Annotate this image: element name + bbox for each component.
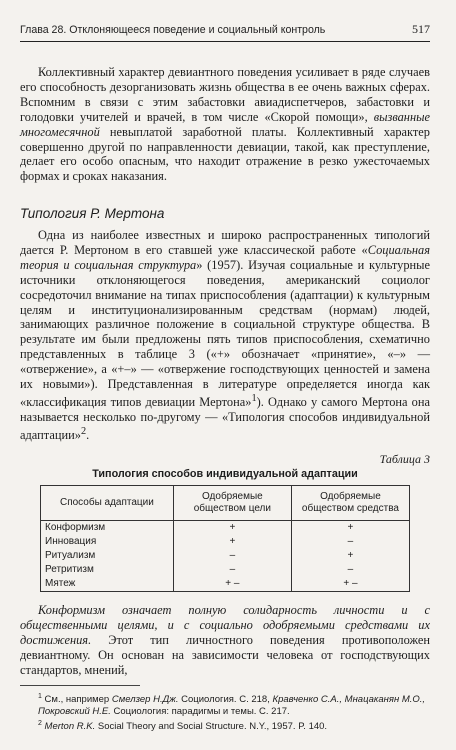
footnote-author: Кравченко С.А., Мнацаканян М.О., Покровский Н.Е. bbox=[38, 694, 426, 718]
section-heading: Типология Р. Мертона bbox=[20, 206, 165, 221]
table-cell: – bbox=[291, 563, 409, 577]
paragraph-text: » (1957). Изучая социальные и культурные источники отклоняющегося поведения, американский социолог сосредоточил внимание на типах приспособления (адаптации) к культурным целям и институционализированным средствам (нормам) людей, занимающих различное положение в социальной структуре общества. В результате им были предложены пять типов приспособления, схематично представленных в таблице 3 («+» обозначает «принятие», «–» — «отвержение», а «+–» — «отвержение господствующих ценностей и замена их новыми»). Представленная в литературе определяется иногда как «классификация типов девиации Мертона» bbox=[20, 257, 431, 410]
table-header: Способы адаптации bbox=[41, 486, 174, 521]
footnote-text: Социология. С. 218, bbox=[181, 694, 270, 706]
footnote-rule bbox=[20, 685, 140, 686]
running-head bbox=[20, 22, 430, 37]
footnote-2 bbox=[20, 718, 430, 733]
footnote-ref-1[interactable]: 1 bbox=[251, 392, 257, 404]
footnote-text: Социология: парадигмы и темы. С. 217. bbox=[113, 706, 290, 718]
paragraph-merton-typology bbox=[20, 228, 430, 443]
paragraph-text: Одна из наиболее известных и широко распространенных типологий дается Р. Мертоном в его ставшей уже классической работе « bbox=[20, 228, 430, 257]
table-cell: Мятеж bbox=[41, 577, 174, 592]
table-title: Типология способов индивидуальной адаптации bbox=[92, 468, 358, 480]
page-number: 517 bbox=[412, 22, 430, 36]
footnotes bbox=[20, 691, 430, 733]
footnote-author: Merton R.K. bbox=[44, 721, 96, 733]
footnote-mark: 2 bbox=[38, 720, 42, 728]
table-label: Таблица 3 bbox=[379, 452, 430, 466]
paragraph-text: Коллективный характер девиантного поведения усиливает в ряде случаев его способность дезорганизовать жизнь общества в ее очень важных сферах. Вспомним в связи с этим забастовки авиадиспетчеров, забастовки и голодовки учителей и врачей, в том числе «Скорой помощи», bbox=[20, 65, 430, 124]
table-cell: Ретритизм bbox=[41, 563, 174, 577]
footnote-text: См., например bbox=[44, 694, 110, 706]
table-cell: + bbox=[173, 521, 291, 536]
table-cell: + bbox=[173, 535, 291, 549]
paragraph-collective-deviance bbox=[20, 65, 430, 184]
paragraph-conformism bbox=[20, 603, 430, 678]
table-cell: – bbox=[173, 563, 291, 577]
table-cell: + – bbox=[173, 577, 291, 592]
table-row bbox=[41, 521, 410, 536]
table-cell: Ритуализм bbox=[41, 549, 174, 563]
table-cell: Конформизм bbox=[41, 521, 174, 536]
table-row bbox=[41, 535, 410, 549]
paragraph-text: ). Однако у самого Мертона она называется несколько по-другому — «Типология способов индивидуальной адаптации» bbox=[20, 395, 431, 443]
table-row bbox=[41, 577, 410, 592]
table-cell: – bbox=[173, 549, 291, 563]
table-cell: – bbox=[291, 535, 409, 549]
table-header: Одобряемые обществом цели bbox=[173, 486, 291, 521]
header-rule bbox=[20, 41, 430, 42]
book-title: Социальная теория и социальная структура bbox=[20, 242, 430, 272]
table-cell: Инновация bbox=[41, 535, 174, 549]
chapter-title: Глава 28. Отклоняющееся поведение и социальный контроль bbox=[20, 24, 326, 36]
footnote-mark: 1 bbox=[38, 693, 42, 700]
footnote-author: Смелзер Н.Дж. bbox=[111, 694, 179, 706]
paragraph-text: невыплатой заработной платы. Коллективный характер совершенно другой по направленности девиации, такой, как преступление, делает его особо опасным, что находит отражение в резко ужесточаемых формах и сроках наказания. bbox=[20, 124, 430, 184]
adaptation-table bbox=[40, 485, 410, 592]
footnote-text: Social Theory and Social Structure. N.Y., 1957. P. 140. bbox=[97, 721, 328, 733]
italic-definition: Конформизм означает полную солидарность личности и с общественными целями, и с социально одобряемыми средствами их достижения. bbox=[20, 603, 430, 647]
italic-phrase: вызванные многомесячной bbox=[20, 109, 430, 139]
footnote-1 bbox=[20, 691, 430, 718]
table-row bbox=[41, 563, 410, 577]
paragraph-text: . bbox=[86, 428, 90, 443]
table-cell: + – bbox=[291, 577, 409, 592]
table-cell: + bbox=[291, 521, 409, 536]
table-cell: + bbox=[291, 549, 409, 563]
footnote-ref-2[interactable]: 2 bbox=[80, 425, 87, 437]
table-row bbox=[41, 549, 410, 563]
paragraph-text: Этот тип личностного поведения противоположен девиантному. Он основан на зависимости человека от господствующих стандартов, мнений, bbox=[20, 632, 430, 677]
table-header: Одобряемые обществом средства bbox=[291, 486, 409, 521]
